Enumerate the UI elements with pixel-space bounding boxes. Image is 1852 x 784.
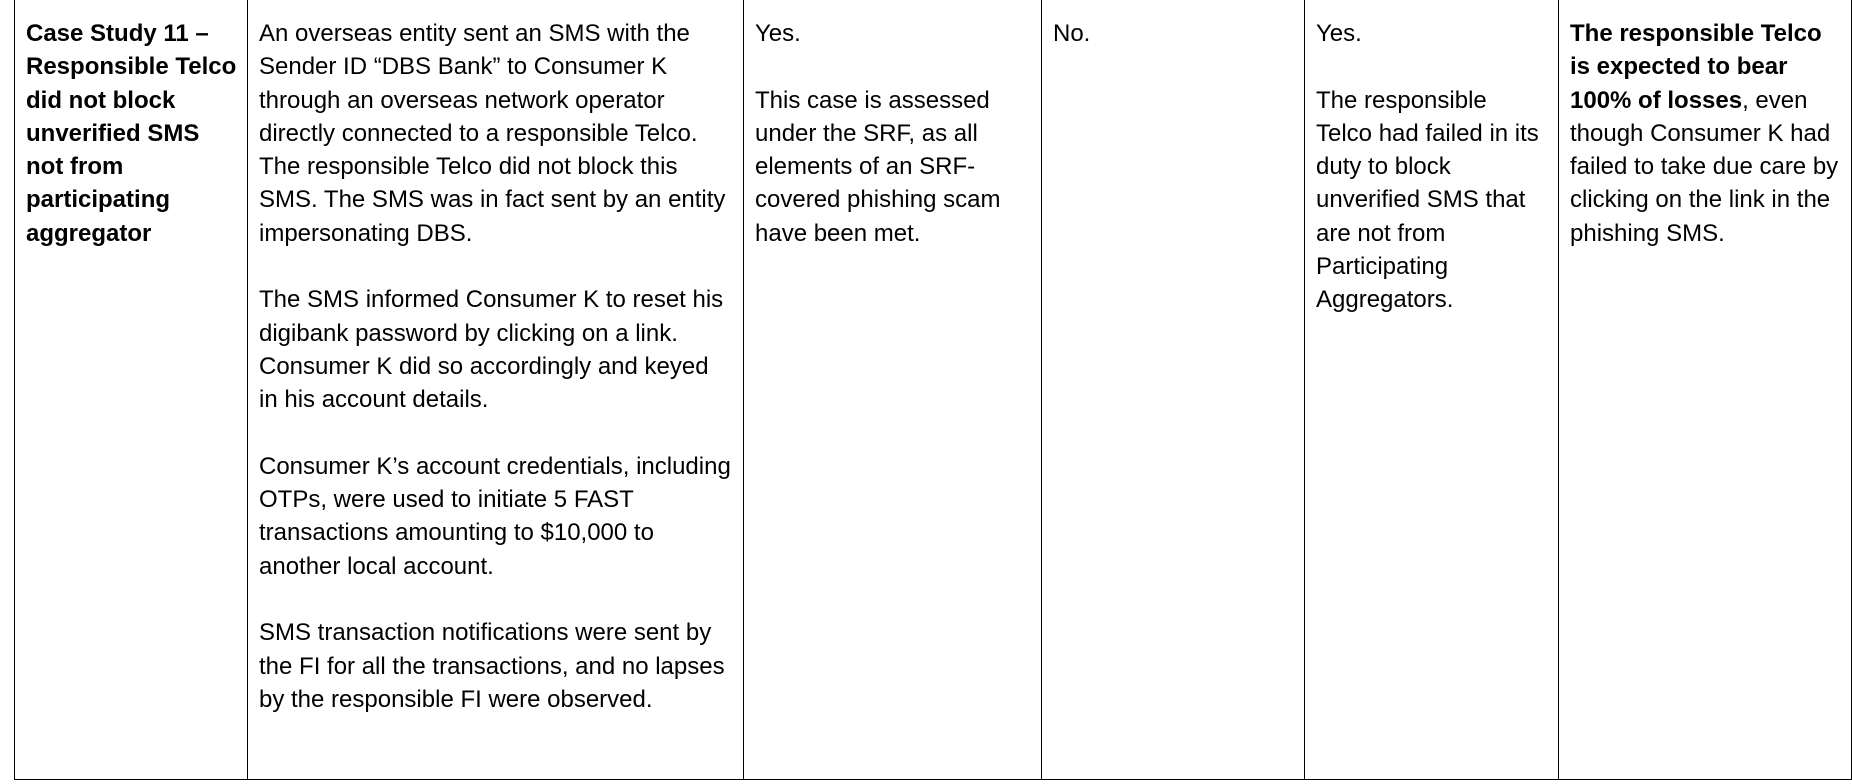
case-title: Case Study 11 – Responsible Telco did not block unverified SMS not from participating aggregator [26, 20, 237, 247]
outcome-bold-text: The responsible Telco is expected to bear 100% of losses [1570, 20, 1822, 114]
srf-covered-answer: Yes. [755, 20, 801, 47]
telco-breach-answer: Yes. [1316, 20, 1362, 47]
telco-breach-cell [1305, 0, 1559, 780]
description-paragraph-3: Consumer K’s account credentials, including OTPs, were used to initiate 5 FAST transactions amounting to $10,000 to another local account. [259, 452, 731, 580]
description-paragraph-4: SMS transaction notifications were sent by the FI for all the transactions, and no lapses by the responsible FI were observed. [259, 619, 725, 713]
outcome-cell [1559, 0, 1852, 780]
fi-breach-answer: No. [1053, 20, 1091, 47]
telco-breach-explanation: The responsible Telco had failed in its duty to block unverified SMS that are not from Participating Aggregators. [1316, 86, 1539, 314]
description-paragraph-2: The SMS informed Consumer K to reset his digibank password by clicking on a link. Consumer K did so accordingly and keyed in his account details. [259, 286, 724, 414]
description-paragraph-1: An overseas entity sent an SMS with the Sender ID “DBS Bank” to Consumer K through an overseas network operator directly connected to a responsible Telco. The responsible Telco did not block this SMS. The SMS was in fact sent by an entity impersonating DBS. [259, 20, 726, 247]
outcome-text [1570, 17, 1841, 250]
fi-breach-cell [1042, 0, 1305, 780]
case-title-cell [15, 0, 248, 780]
case-description-cell [248, 0, 744, 780]
case-study-table [14, 0, 1852, 780]
srf-covered-cell [744, 0, 1042, 780]
srf-covered-explanation: This case is assessed under the SRF, as all elements of an SRF-covered phishing scam have been met. [755, 86, 1001, 247]
case-study-row [15, 0, 1852, 780]
outcome-rest-text: , even though Consumer K had failed to take due care by clicking on the link in the phishing SMS. [1570, 86, 1839, 247]
